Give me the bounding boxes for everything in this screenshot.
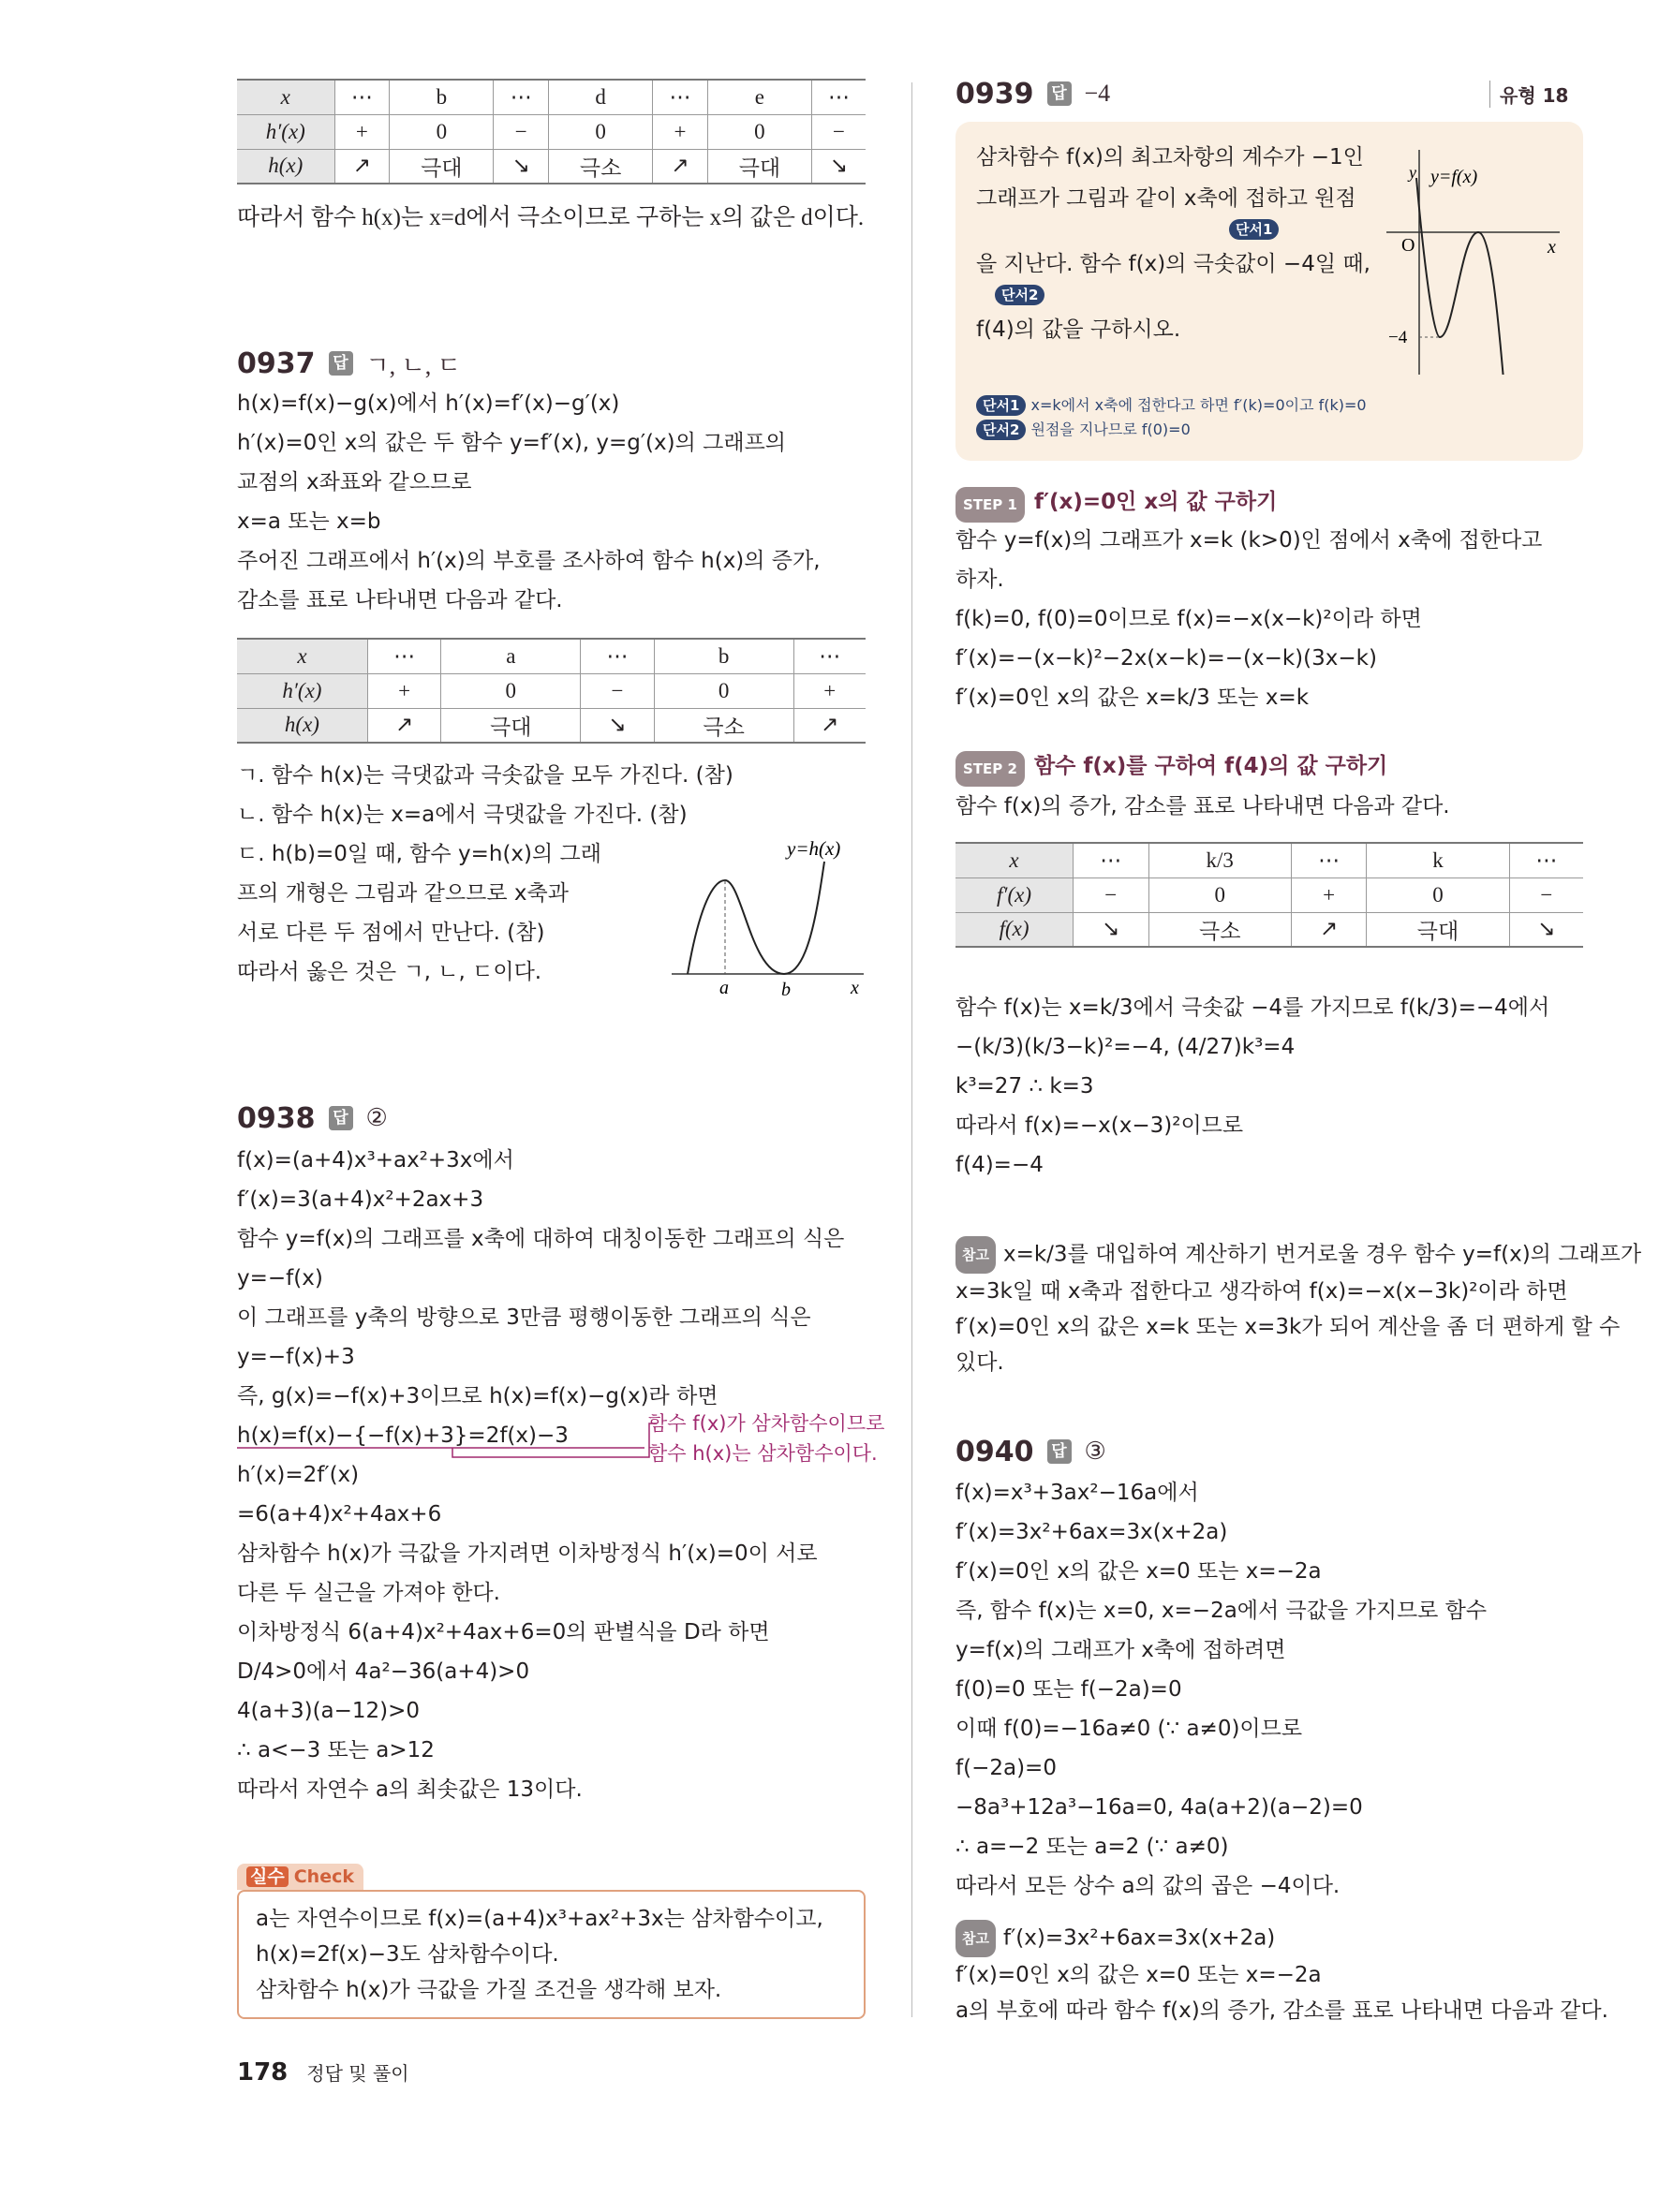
axis-x-label: x xyxy=(851,978,859,998)
table-cell: a xyxy=(441,639,581,673)
table-cell: b xyxy=(654,639,793,673)
text-line: 하자. xyxy=(955,568,1004,592)
table-cell: + xyxy=(653,114,708,149)
step-1-header xyxy=(955,485,1277,523)
text-line: f(0)=0 또는 f(−2a)=0 xyxy=(955,1677,1182,1702)
table-cell: h′(x) xyxy=(237,114,334,149)
note-text: f′(x)=0인 x의 값은 x=0 또는 x=−2a xyxy=(955,1963,1322,1987)
table-cell: 극소 xyxy=(654,708,793,743)
table-cell: ↘ xyxy=(581,708,655,743)
table-cell: x xyxy=(237,639,367,673)
table-cell: ⋯ xyxy=(494,80,549,114)
text-line: 따라서 모든 상수 a의 값의 곱은 −4이다. xyxy=(955,1874,1341,1898)
text-line: x=a 또는 x=b xyxy=(237,509,381,534)
text-line: f(−2a)=0 xyxy=(955,1756,1057,1780)
step-badge: STEP 1 xyxy=(955,487,1025,523)
text-line: ∴ a=−2 또는 a=2 (∵ a≠0) xyxy=(955,1835,1229,1859)
problem-line: 을 지난다. 함수 f(x)의 극솟값이 −4일 때, xyxy=(976,252,1370,276)
text-line: y=−f(x) xyxy=(237,1266,323,1290)
text-line: h(x)=f(x)−{−f(x)+3}=2f(x)−3 xyxy=(237,1423,569,1448)
table-cell: ⋯ xyxy=(367,639,441,673)
problem-number: 0940 xyxy=(955,1435,1034,1468)
answer: −4 xyxy=(1084,80,1111,107)
solution-0937-items xyxy=(237,756,733,992)
table-cell: ⋯ xyxy=(581,639,655,673)
page-section: 정답 및 풀이 xyxy=(306,2062,409,2085)
text-line: 서로 다른 두 점에서 만난다. (참) xyxy=(237,921,545,945)
text-line: 함수 y=f(x)의 그래프가 x=k (k>0)인 점에서 x축에 접한다고 xyxy=(955,528,1543,553)
text-line: ㄷ. h(b)=0일 때, 함수 y=h(x)의 그래 xyxy=(237,842,601,866)
problem-number: 0939 xyxy=(955,77,1034,111)
graph-h-x xyxy=(667,838,873,1007)
text-line: f′(x)=3(a+4)x²+2ax+3 xyxy=(237,1187,484,1212)
table-cell: ↗ xyxy=(367,708,441,743)
table-cell: e xyxy=(707,80,811,114)
note-line xyxy=(955,1236,1641,1274)
note-0939 xyxy=(955,1236,1641,1380)
table-cell: ↘ xyxy=(494,149,549,184)
note-line xyxy=(955,1345,1641,1380)
table-cell: 0 xyxy=(390,114,494,149)
text-line: 따라서 f(x)=−x(x−3)²이므로 xyxy=(955,1113,1244,1138)
note-badge: 참고 xyxy=(955,1236,996,1274)
text-line: h′(x)=0인 x의 값은 두 함수 y=f′(x), y=g′(x)의 그래프의 xyxy=(237,431,786,455)
problem-line: 그래프가 그림과 같이 x축에 접하고 원점 xyxy=(976,186,1356,211)
text-line: 다른 두 실근을 가져야 한다. xyxy=(237,1581,500,1605)
min-label: −4 xyxy=(1388,328,1408,347)
text-line: −(k/3)(k/3−k)²=−4, (4/27)k³=4 xyxy=(955,1035,1296,1059)
problem-box xyxy=(955,122,1583,461)
clue-line: 원점을 지나므로 f(0)=0 xyxy=(1030,420,1191,438)
check-title: Check xyxy=(293,1866,354,1887)
problem-0939-header xyxy=(955,75,1110,112)
table-cell: + xyxy=(367,673,441,708)
solution-0938 xyxy=(237,1141,844,1809)
table-cell: ⋯ xyxy=(1291,843,1366,877)
text-line: h′(x)=2f′(x) xyxy=(237,1463,360,1487)
side-note-line: 함수 h(x)는 삼차함수이다. xyxy=(648,1442,878,1465)
table-cell: ⋯ xyxy=(1074,843,1148,877)
table-cell: − xyxy=(811,114,866,149)
step-1-body xyxy=(955,521,1542,717)
note-text: x=3k일 때 x축과 접한다고 생각하여 f(x)=−x(x−3k)²이라 하면 xyxy=(955,1279,1568,1304)
text-line: f(x)=(a+4)x³+ax²+3x에서 xyxy=(237,1148,514,1172)
side-note xyxy=(648,1408,884,1468)
table-row xyxy=(955,912,1583,947)
text-line: f′(x)=0인 x의 값은 x=0 또는 x=−2a xyxy=(955,1559,1322,1584)
step-title: f′(x)=0인 x의 값 구하기 xyxy=(1033,490,1278,514)
table-cell: 0 xyxy=(707,114,811,149)
solution-0937 xyxy=(237,384,821,620)
table-cell: 극소 xyxy=(549,149,653,184)
text-line: 즉, g(x)=−f(x)+3이므로 h(x)=f(x)−g(x)라 하면 xyxy=(237,1384,718,1408)
text-line: =6(a+4)x²+4ax+6 xyxy=(237,1502,442,1526)
text-line: f(k)=0, f(0)=0이므로 f(x)=−x(x−k)²이라 하면 xyxy=(955,607,1422,631)
table-cell: 0 xyxy=(1148,877,1291,912)
note-line xyxy=(955,1957,1608,1993)
step-2-header xyxy=(955,749,1387,787)
text-line: D/4>0에서 4a²−36(a+4)>0 xyxy=(237,1659,530,1684)
problem-number: 0937 xyxy=(237,347,316,380)
text-line: h(x)=f(x)−g(x)에서 h′(x)=f′(x)−g′(x) xyxy=(237,391,620,416)
text-line: ㄱ. 함수 h(x)는 극댓값과 극솟값을 모두 가진다. (참) xyxy=(237,763,733,788)
note-badge: 참고 xyxy=(955,1920,996,1957)
text-line: −8a³+12a³−16a=0, 4a(a+2)(a−2)=0 xyxy=(955,1795,1363,1820)
note-text: f′(x)=0인 x의 값은 x=k 또는 x=3k가 되어 계산을 좀 더 편하게 할 수 xyxy=(955,1315,1621,1339)
check-line: 삼차함수 h(x)가 극값을 가질 조건을 생각해 보자. xyxy=(256,1978,722,2002)
step-badge: STEP 2 xyxy=(955,751,1025,787)
sign-table-0939 xyxy=(955,842,1583,948)
graph-f-x xyxy=(1368,140,1574,375)
table-cell: + xyxy=(793,673,866,708)
table-cell: 극소 xyxy=(1148,912,1291,947)
table-cell: 극대 xyxy=(441,708,581,743)
table-cell: d xyxy=(549,80,653,114)
problem-number: 0938 xyxy=(237,1101,316,1135)
table-cell: ↘ xyxy=(1509,912,1583,947)
sign-table-top xyxy=(237,79,866,184)
table-cell: f(x) xyxy=(955,912,1074,947)
note-text: f′(x)=3x²+6ax=3x(x+2a) xyxy=(1002,1925,1276,1951)
table-cell: ↘ xyxy=(1074,912,1148,947)
answer-badge-icon: 답 xyxy=(329,351,353,376)
check-badge: 실수 xyxy=(246,1866,289,1887)
table-cell: ⋯ xyxy=(811,80,866,114)
text-line: y=f(x)의 그래프가 x축에 접하려면 xyxy=(955,1638,1286,1662)
sign-table-0937 xyxy=(237,638,866,744)
text-line: 함수 f(x)는 x=k/3에서 극솟값 −4를 가지므로 f(k/3)=−4에서 xyxy=(955,995,1550,1020)
solution-0939-after xyxy=(955,988,1549,1185)
table-cell: ↗ xyxy=(653,149,708,184)
table-cell: k xyxy=(1367,843,1509,877)
table-row xyxy=(237,114,866,149)
table-cell: 0 xyxy=(654,673,793,708)
curve-label: y=h(x) xyxy=(787,838,841,860)
bracket-connector xyxy=(237,1416,659,1463)
table-cell: 0 xyxy=(1367,877,1509,912)
note-line xyxy=(955,1993,1608,2028)
axis-x-label: x xyxy=(1548,237,1556,258)
check-label xyxy=(237,1864,363,1890)
table-cell: 극대 xyxy=(390,149,494,184)
text-line: 이때 f(0)=−16a≠0 (∵ a≠0)이므로 xyxy=(955,1717,1303,1741)
type-tag: 유형 18 xyxy=(1489,81,1568,108)
page-number: 178 xyxy=(237,2058,289,2087)
h-curve xyxy=(688,862,824,974)
table-cell: − xyxy=(1509,877,1583,912)
note-text: x=k/3를 대입하여 계산하기 번거로울 경우 함수 y=f(x)의 그래프가 xyxy=(1002,1242,1642,1267)
text-line: f′(x)=3x²+6ax=3x(x+2a) xyxy=(955,1520,1228,1544)
problem-text xyxy=(976,137,1370,350)
step-title: 함수 f(x)를 구하여 f(4)의 값 구하기 xyxy=(1033,754,1388,778)
text-line: y=−f(x)+3 xyxy=(237,1345,355,1369)
table-cell: 0 xyxy=(441,673,581,708)
text-line: 따라서 자연수 a의 최솟값은 13이다. xyxy=(237,1777,583,1802)
text-line: 함수 y=f(x)의 그래프를 x축에 대하여 대칭이동한 그래프의 식은 xyxy=(237,1227,845,1251)
clue-line: x=k에서 x축에 접한다고 하면 f′(k)=0이고 f(k)=0 xyxy=(1030,396,1367,414)
table-cell: f′(x) xyxy=(955,877,1074,912)
text-line: f(4)=−4 xyxy=(955,1153,1044,1177)
table-cell: ⋯ xyxy=(334,80,390,114)
clue-2-badge: 단서2 xyxy=(976,420,1026,440)
problem-0937-header xyxy=(237,345,461,382)
text-line: 프의 개형은 그림과 같으므로 x축과 xyxy=(237,881,569,906)
text-line: 교점의 x좌표와 같으므로 xyxy=(237,470,472,494)
table-cell: − xyxy=(1074,877,1148,912)
table-cell: 극대 xyxy=(707,149,811,184)
table-cell: ⋯ xyxy=(653,80,708,114)
axis-y-label: y xyxy=(1409,163,1416,182)
table-row xyxy=(237,673,866,708)
table-cell: ↗ xyxy=(1291,912,1366,947)
problem-0940-header xyxy=(955,1433,1106,1470)
problem-line: 삼차함수 f(x)의 최고차항의 계수가 −1인 xyxy=(976,145,1364,170)
text-line: f′(x)=0인 x의 값은 x=k/3 또는 x=k xyxy=(955,686,1310,710)
table-cell: ⋯ xyxy=(1509,843,1583,877)
clue-1-badge: 단서1 xyxy=(976,395,1026,416)
note-line xyxy=(955,1274,1641,1309)
table-cell: − xyxy=(581,673,655,708)
clue-2-badge: 단서2 xyxy=(995,285,1044,305)
note-line xyxy=(955,1920,1608,1957)
table-row xyxy=(237,639,866,673)
text-line: 주어진 그래프에서 h′(x)의 부호를 조사하여 함수 h(x)의 증가, xyxy=(237,549,821,573)
table-cell: x xyxy=(955,843,1074,877)
conclusion-line: 따라서 함수 h(x)는 x=d에서 극소이므로 구하는 x의 값은 d이다. xyxy=(237,205,865,230)
table-row xyxy=(955,843,1583,877)
table-row xyxy=(237,708,866,743)
answer-badge-icon: 답 xyxy=(1047,1439,1072,1464)
side-note-line: 함수 f(x)가 삼차함수이므로 xyxy=(648,1412,885,1435)
text-line: f′(x)=−(x−k)²−2x(x−k)=−(x−k)(3x−k) xyxy=(955,646,1377,671)
table-row xyxy=(955,877,1583,912)
table-row xyxy=(237,80,866,114)
step-2-line: 함수 f(x)의 증가, 감소를 표로 나타내면 다음과 같다. xyxy=(955,794,1450,818)
clue-1-badge: 단서1 xyxy=(1229,219,1279,240)
text-line: 삼차함수 h(x)가 극값을 가지려면 이차방정식 h′(x)=0이 서로 xyxy=(237,1541,818,1566)
note-line xyxy=(955,1309,1641,1345)
text-line: 감소를 표로 나타내면 다음과 같다. xyxy=(237,588,563,612)
answer-badge-icon: 답 xyxy=(1047,81,1072,106)
tick-a: a xyxy=(719,978,729,998)
text-line: 이 그래프를 y축의 방향으로 3만큼 평행이동한 그래프의 식은 xyxy=(237,1305,811,1330)
text-line: k³=27 ∴ k=3 xyxy=(955,1074,1094,1099)
table-cell: x xyxy=(237,80,334,114)
note-text: a의 부호에 따라 함수 f(x)의 증가, 감소를 표로 나타내면 다음과 같다. xyxy=(955,1998,1608,2023)
note-text: 있다. xyxy=(955,1350,1004,1375)
text-line: 이차방정식 6(a+4)x²+4ax+6=0의 판별식을 D라 하면 xyxy=(237,1620,770,1644)
table-cell: 극대 xyxy=(1367,912,1509,947)
f-curve xyxy=(1416,178,1503,375)
table-cell: h(x) xyxy=(237,149,334,184)
table-cell: h(x) xyxy=(237,708,367,743)
text-line: 따라서 옳은 것은 ㄱ, ㄴ, ㄷ이다. xyxy=(237,960,542,984)
text-line: 즉, 함수 f(x)는 x=0, x=−2a에서 극값을 가지므로 함수 xyxy=(955,1599,1488,1623)
origin-label: O xyxy=(1401,235,1415,256)
table-cell: b xyxy=(390,80,494,114)
table-row xyxy=(237,149,866,184)
solution-0940 xyxy=(955,1473,1487,1906)
answer: ③ xyxy=(1084,1438,1106,1465)
tick-b: b xyxy=(781,980,791,1000)
table-cell: ↗ xyxy=(334,149,390,184)
check-box xyxy=(237,1890,866,2019)
text-line: ∴ a<−3 또는 a>12 xyxy=(237,1738,435,1762)
table-cell: ↘ xyxy=(811,149,866,184)
curve-label: y=f(x) xyxy=(1430,167,1478,187)
table-cell: 0 xyxy=(549,114,653,149)
page-footer xyxy=(237,2058,409,2087)
problem-line: f(4)의 값을 구하시오. xyxy=(976,317,1181,342)
problem-0938-header xyxy=(237,1099,388,1137)
table-cell: + xyxy=(1291,877,1366,912)
text-line: ㄴ. 함수 h(x)는 x=a에서 극댓값을 가진다. (참) xyxy=(237,803,688,827)
table-cell: k/3 xyxy=(1148,843,1291,877)
answer: ② xyxy=(365,1104,388,1131)
text-line: 4(a+3)(a−12)>0 xyxy=(237,1699,421,1723)
table-cell: ⋯ xyxy=(793,639,866,673)
answer-badge-icon: 답 xyxy=(329,1106,353,1130)
clue-list xyxy=(976,393,1367,442)
text-line: f(x)=x³+3ax²−16a에서 xyxy=(955,1481,1199,1505)
check-line: a는 자연수이므로 f(x)=(a+4)x³+ax²+3x는 삼차함수이고, xyxy=(256,1907,823,1931)
table-cell: + xyxy=(334,114,390,149)
table-cell: ↗ xyxy=(793,708,866,743)
note-0940 xyxy=(955,1920,1608,2028)
table-cell: − xyxy=(494,114,549,149)
column-divider xyxy=(911,82,912,2017)
table-cell: h′(x) xyxy=(237,673,367,708)
answer: ㄱ, ㄴ, ㄷ xyxy=(365,351,461,379)
check-line: h(x)=2f(x)−3도 삼차함수이다. xyxy=(256,1942,559,1967)
